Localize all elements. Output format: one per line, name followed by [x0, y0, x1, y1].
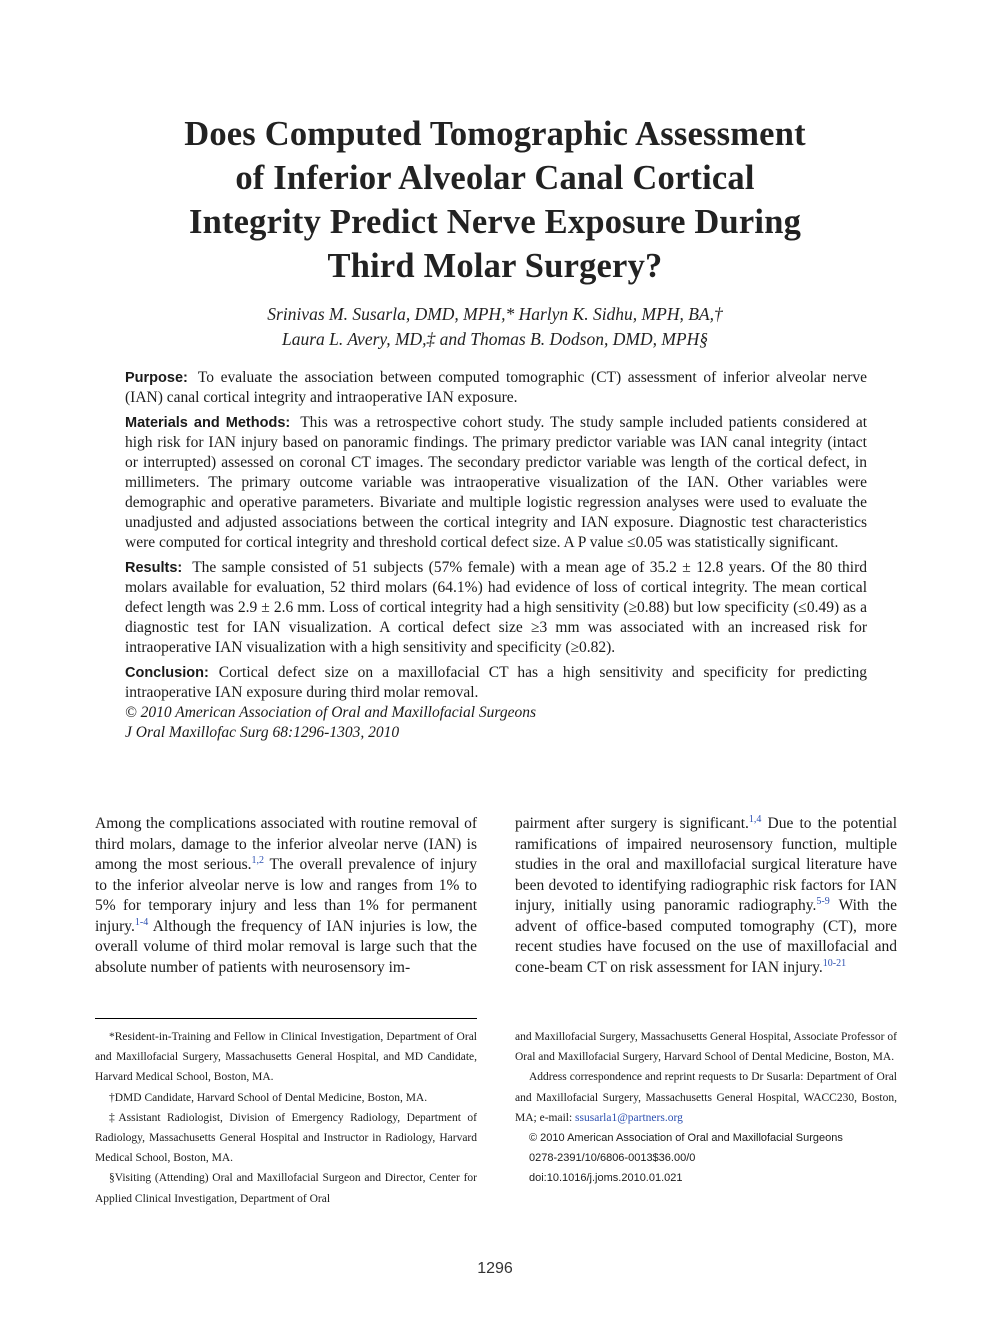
abstract-conclusion: [125, 663, 867, 703]
body-text: Due to the potential ramifications of impaired neurosensory function, multiple studies in the oral and maxillofacial surgical literature have been devoted to identifying radiographic risk factors for IAN injury, initially using panoramic radiography.: [515, 815, 897, 914]
author-list: [80, 302, 910, 352]
footnote-continued: and Maxillofacial Surgery, Massachusetts General Hospital, Associate Professor of Oral and Maxillofacial Surgery, Harvard School of Dental Medicine, Boston, MA.: [515, 1031, 897, 1064]
footnotes-right: [515, 1027, 897, 1189]
body-column-right: [515, 814, 897, 978]
body-paragraph: [95, 814, 477, 978]
footnotes-left: [95, 1027, 477, 1209]
footnote: †DMD Candidate, Harvard School of Dental Medicine, Boston, MA.: [109, 1091, 428, 1104]
footnote: ‡Assistant Radiologist, Division of Emergency Radiology, Department of Radiology, Massachusetts General Hospital and Instructor in Radiology, Harvard Medical School, Boston, MA.: [95, 1111, 477, 1165]
page-number: 1296: [477, 1260, 513, 1277]
article-title: [80, 112, 910, 288]
body-text: Among the complications associated with routine removal of third molars, damage to the inferior alveolar nerve (IAN) is among the most serious.: [95, 815, 477, 873]
citation-ref[interactable]: 1,2: [251, 854, 265, 866]
citation-ref[interactable]: 1,4: [748, 813, 762, 825]
citation-ref[interactable]: 10-21: [822, 957, 847, 969]
abstract: [125, 368, 867, 743]
title-line: Does Computed Tomographic Assessment: [184, 115, 806, 153]
title-line: of Inferior Alveolar Canal Cortical: [235, 159, 755, 197]
journal-citation: J Oral Maxillofac Surg 68:1296-1303, 2010: [125, 724, 400, 741]
conclusion-text: Cortical defect size on a maxillofacial CT has a high sensitivity and specificity for predicting intraoperative IAN exposure during third molar removal.: [125, 664, 867, 701]
citation-ref[interactable]: 1-4: [134, 916, 149, 928]
purpose-label: Purpose:: [125, 370, 188, 386]
footnote-copyright: © 2010 American Association of Oral and Maxillofacial Surgeons: [529, 1132, 843, 1145]
abstract-results: [125, 558, 867, 658]
conclusion-label: Conclusion:: [125, 665, 209, 681]
body-text: With the advent of office-based computed tomography (CT), more recent studies have focused on the use of maxillofacial and cone-beam CT on risk assessment for IAN injury.: [515, 897, 897, 976]
abstract-copyright: © 2010 American Association of Oral and Maxillofacial Surgeons: [125, 704, 537, 721]
title-line: Third Molar Surgery?: [327, 247, 663, 285]
author-line: Laura L. Avery, MD,‡ and Thomas B. Dodson, DMD, MPH§: [282, 329, 708, 349]
correspondence-address: [515, 1067, 897, 1128]
body-column-left: [95, 814, 477, 978]
body-text: Although the frequency of IAN injuries is low, the overall volume of third molar removal is large such that the absolute number of patients with neurosensory im-: [95, 917, 477, 976]
citation-ref[interactable]: 5-9: [816, 895, 830, 907]
body-paragraph: [515, 814, 897, 978]
footnote: §Visiting (Attending) Oral and Maxillofacial Surgeon and Director, Center for Applied Clinical Investigation, Department of Oral: [95, 1172, 477, 1205]
body-text: pairment after surgery is significant.: [515, 815, 749, 832]
results-label: Results:: [125, 560, 183, 576]
footnote-divider: [95, 1018, 477, 1019]
abstract-methods: [125, 413, 867, 553]
issn-line: 0278-2391/10/6806-0013$36.00/0: [529, 1152, 696, 1165]
address-text: Address correspondence and reprint requests to Dr Susarla: Department of Oral and Maxillofacial Surgery, Massachusetts General Hospital, WACC230, Boston, MA; e-mail:: [515, 1071, 897, 1124]
results-text: The sample consisted of 51 subjects (57% female) with a mean age of 35.2 ± 12.8 years. Of the 80 third molars available for evaluation, 52 third molars (64.1%) had evidence of loss of cortical integrity. The mean cortical defect length was 2.9 ± 2.6 mm. Loss of cortical integrity had a high sensitivity (≥0.88) but low specificity (≤0.49) as a diagnostic test for IAN visualization. A cortical defect size ≥3 mm was associated with an increased risk for intraoperative IAN visualization with a high sensitivity and specificity (≥0.82).: [125, 559, 867, 656]
doi-line: doi:10.1016/j.joms.2010.01.021: [529, 1172, 683, 1185]
author-line: Srinivas M. Susarla, DMD, MPH,* Harlyn K. Sidhu, MPH, BA,†: [267, 304, 723, 324]
methods-text: This was a retrospective cohort study. The study sample included patients considered at high risk for IAN injury based on panoramic findings. The primary predictor variable was IAN canal integrity (intact or interrupted) assessed on coronal CT images. The secondary predictor variable was length of the cortical defect, in millimeters. The primary outcome variable was intraoperative visualization of the IAN. Other variables were demographic and operative parameters. Bivariate and multiple logistic regression analyses were used to evaluate the unadjusted and adjusted associations between the cortical integrity and IAN exposure. Diagnostic test characteristics were computed for cortical integrity and threshold cortical defect size. A P value ≤0.05 was statistically significant.: [125, 414, 868, 551]
email-link[interactable]: ssusarla1@partners.org: [575, 1111, 683, 1124]
footnote: *Resident-in-Training and Fellow in Clinical Investigation, Department of Oral and Maxillofacial Surgery, Massachusetts General Hospital, and MD Candidate, Harvard Medical School, Boston, MA.: [95, 1031, 477, 1084]
body-text: The overall prevalence of injury to the inferior alveolar nerve is low and ranges from 1% to 5% for temporary injury and less than 1% for permanent injury.: [95, 856, 478, 935]
methods-label: Materials and Methods:: [125, 415, 291, 431]
title-line: Integrity Predict Nerve Exposure During: [188, 203, 802, 241]
purpose-text: To evaluate the association between computed tomographic (CT) assessment of inferior alveolar nerve (IAN) canal cortical integrity and intraoperative IAN exposure.: [125, 369, 867, 406]
abstract-purpose: [125, 368, 867, 408]
